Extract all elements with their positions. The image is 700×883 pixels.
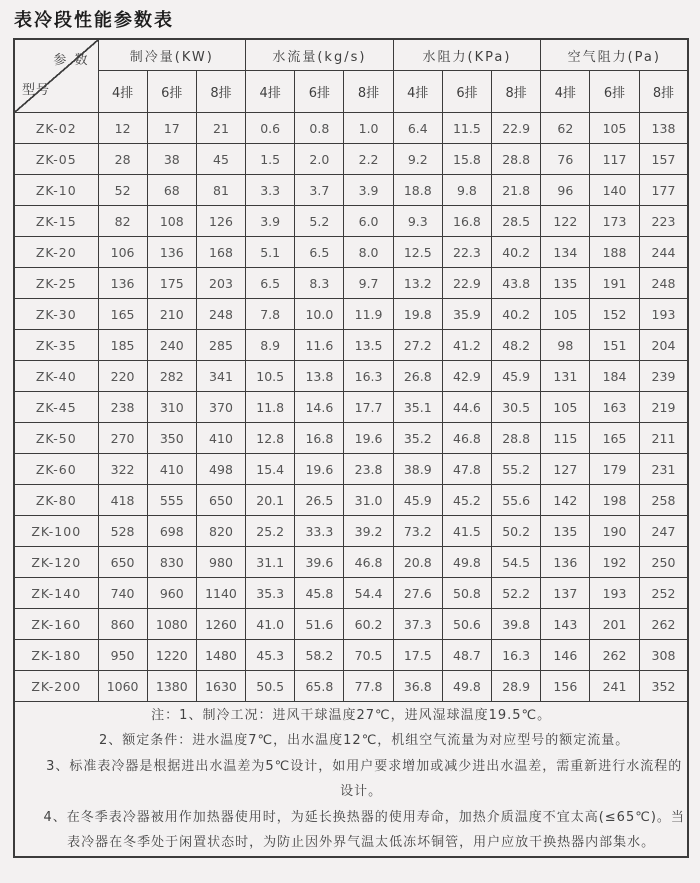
model-cell: ZK-160 bbox=[14, 609, 98, 640]
value-cell: 28.8 bbox=[492, 423, 541, 454]
value-cell: 262 bbox=[590, 640, 639, 671]
value-cell: 58.2 bbox=[295, 640, 344, 671]
model-cell: ZK-35 bbox=[14, 330, 98, 361]
value-cell: 137 bbox=[541, 578, 590, 609]
model-cell: ZK-10 bbox=[14, 175, 98, 206]
table-row bbox=[14, 268, 688, 299]
value-cell: 22.3 bbox=[442, 237, 491, 268]
value-cell: 50.5 bbox=[246, 671, 295, 702]
value-cell: 45.3 bbox=[246, 640, 295, 671]
model-cell: ZK-25 bbox=[14, 268, 98, 299]
value-cell: 418 bbox=[98, 485, 147, 516]
value-cell: 173 bbox=[590, 206, 639, 237]
value-cell: 960 bbox=[147, 578, 196, 609]
value-cell: 231 bbox=[639, 454, 688, 485]
value-cell: 285 bbox=[196, 330, 245, 361]
value-cell: 44.6 bbox=[442, 392, 491, 423]
value-cell: 115 bbox=[541, 423, 590, 454]
value-cell: 3.3 bbox=[246, 175, 295, 206]
value-cell: 25.2 bbox=[246, 516, 295, 547]
value-cell: 54.4 bbox=[344, 578, 393, 609]
value-cell: 980 bbox=[196, 547, 245, 578]
performance-table bbox=[13, 38, 689, 858]
value-cell: 248 bbox=[196, 299, 245, 330]
notes-section bbox=[14, 702, 688, 858]
value-cell: 16.3 bbox=[344, 361, 393, 392]
value-cell: 248 bbox=[639, 268, 688, 299]
value-cell: 105 bbox=[590, 113, 639, 144]
note-line: 3、标准表冷器是根据进出水温差为5℃设计，如用户要求增加或减少进出水温差，需重新进行水流程的 bbox=[46, 758, 683, 774]
model-cell: ZK-05 bbox=[14, 144, 98, 175]
value-cell: 1140 bbox=[196, 578, 245, 609]
value-cell: 52.2 bbox=[492, 578, 541, 609]
model-cell: ZK-100 bbox=[14, 516, 98, 547]
value-cell: 528 bbox=[98, 516, 147, 547]
value-cell: 50.2 bbox=[492, 516, 541, 547]
value-cell: 50.8 bbox=[442, 578, 491, 609]
value-cell: 16.8 bbox=[295, 423, 344, 454]
value-cell: 135 bbox=[541, 516, 590, 547]
table-row bbox=[14, 330, 688, 361]
table-row bbox=[14, 144, 688, 175]
value-cell: 31.0 bbox=[344, 485, 393, 516]
value-cell: 11.5 bbox=[442, 113, 491, 144]
value-cell: 21.8 bbox=[492, 175, 541, 206]
sub-header-cell: 4排 bbox=[98, 71, 147, 113]
value-cell: 184 bbox=[590, 361, 639, 392]
note-line: 设计。 bbox=[340, 784, 383, 799]
value-cell: 45.9 bbox=[492, 361, 541, 392]
value-cell: 1080 bbox=[147, 609, 196, 640]
value-cell: 258 bbox=[639, 485, 688, 516]
value-cell: 131 bbox=[541, 361, 590, 392]
value-cell: 341 bbox=[196, 361, 245, 392]
value-cell: 3.7 bbox=[295, 175, 344, 206]
value-cell: 33.3 bbox=[295, 516, 344, 547]
value-cell: 54.5 bbox=[492, 547, 541, 578]
value-cell: 49.8 bbox=[442, 547, 491, 578]
value-cell: 96 bbox=[541, 175, 590, 206]
value-cell: 1480 bbox=[196, 640, 245, 671]
sub-header-row bbox=[14, 71, 688, 113]
model-cell: ZK-30 bbox=[14, 299, 98, 330]
value-cell: 16.3 bbox=[492, 640, 541, 671]
value-cell: 48.7 bbox=[442, 640, 491, 671]
value-cell: 36.8 bbox=[393, 671, 442, 702]
value-cell: 37.3 bbox=[393, 609, 442, 640]
value-cell: 15.8 bbox=[442, 144, 491, 175]
value-cell: 0.6 bbox=[246, 113, 295, 144]
value-cell: 168 bbox=[196, 237, 245, 268]
table-row bbox=[14, 516, 688, 547]
value-cell: 43.8 bbox=[492, 268, 541, 299]
value-cell: 2.0 bbox=[295, 144, 344, 175]
value-cell: 28.9 bbox=[492, 671, 541, 702]
value-cell: 105 bbox=[541, 299, 590, 330]
value-cell: 136 bbox=[98, 268, 147, 299]
corner-bottom-label: 型号 bbox=[22, 83, 51, 98]
value-cell: 204 bbox=[639, 330, 688, 361]
value-cell: 3.9 bbox=[344, 175, 393, 206]
value-cell: 219 bbox=[639, 392, 688, 423]
value-cell: 40.2 bbox=[492, 299, 541, 330]
sub-header-cell: 4排 bbox=[541, 71, 590, 113]
value-cell: 2.2 bbox=[344, 144, 393, 175]
value-cell: 26.8 bbox=[393, 361, 442, 392]
value-cell: 9.3 bbox=[393, 206, 442, 237]
value-cell: 9.2 bbox=[393, 144, 442, 175]
sub-header-cell: 8排 bbox=[639, 71, 688, 113]
model-cell: ZK-60 bbox=[14, 454, 98, 485]
value-cell: 177 bbox=[639, 175, 688, 206]
corner-cell bbox=[14, 39, 98, 113]
table-row bbox=[14, 237, 688, 268]
value-cell: 81 bbox=[196, 175, 245, 206]
value-cell: 13.8 bbox=[295, 361, 344, 392]
value-cell: 151 bbox=[590, 330, 639, 361]
value-cell: 950 bbox=[98, 640, 147, 671]
value-cell: 52 bbox=[98, 175, 147, 206]
value-cell: 19.6 bbox=[295, 454, 344, 485]
value-cell: 28.5 bbox=[492, 206, 541, 237]
value-cell: 127 bbox=[541, 454, 590, 485]
note-line: 2、额定条件：进水温度7℃，出水温度12℃，机组空气流量为对应型号的额定流量。 bbox=[99, 733, 630, 748]
value-cell: 223 bbox=[639, 206, 688, 237]
value-cell: 555 bbox=[147, 485, 196, 516]
table-row bbox=[14, 671, 688, 702]
value-cell: 13.5 bbox=[344, 330, 393, 361]
value-cell: 185 bbox=[98, 330, 147, 361]
value-cell: 60.2 bbox=[344, 609, 393, 640]
value-cell: 210 bbox=[147, 299, 196, 330]
value-cell: 5.1 bbox=[246, 237, 295, 268]
value-cell: 370 bbox=[196, 392, 245, 423]
value-cell: 47.8 bbox=[442, 454, 491, 485]
table-header bbox=[14, 39, 688, 113]
value-cell: 191 bbox=[590, 268, 639, 299]
value-cell: 410 bbox=[196, 423, 245, 454]
value-cell: 830 bbox=[147, 547, 196, 578]
value-cell: 190 bbox=[590, 516, 639, 547]
value-cell: 15.4 bbox=[246, 454, 295, 485]
value-cell: 650 bbox=[98, 547, 147, 578]
page-title: 表冷段性能参数表 bbox=[14, 10, 174, 31]
value-cell: 157 bbox=[639, 144, 688, 175]
group-header-water-resistance: 水阻力(KPa) bbox=[393, 39, 541, 71]
table-row bbox=[14, 454, 688, 485]
value-cell: 193 bbox=[639, 299, 688, 330]
value-cell: 143 bbox=[541, 609, 590, 640]
value-cell: 50.6 bbox=[442, 609, 491, 640]
value-cell: 6.4 bbox=[393, 113, 442, 144]
value-cell: 20.8 bbox=[393, 547, 442, 578]
value-cell: 45.2 bbox=[442, 485, 491, 516]
value-cell: 1.5 bbox=[246, 144, 295, 175]
value-cell: 13.2 bbox=[393, 268, 442, 299]
table-row bbox=[14, 423, 688, 454]
value-cell: 135 bbox=[541, 268, 590, 299]
table-row bbox=[14, 175, 688, 206]
value-cell: 39.2 bbox=[344, 516, 393, 547]
value-cell: 7.8 bbox=[246, 299, 295, 330]
table-row bbox=[14, 361, 688, 392]
value-cell: 410 bbox=[147, 454, 196, 485]
note-line: 表冷器在冬季处于闲置状态时，为防止因外界气温太低冻坏铜管，用户应放干换热器内部集水。 bbox=[67, 835, 656, 850]
value-cell: 1.0 bbox=[344, 113, 393, 144]
value-cell: 106 bbox=[98, 237, 147, 268]
table-row bbox=[14, 485, 688, 516]
value-cell: 28.8 bbox=[492, 144, 541, 175]
table-row bbox=[14, 113, 688, 144]
value-cell: 820 bbox=[196, 516, 245, 547]
value-cell: 55.2 bbox=[492, 454, 541, 485]
value-cell: 108 bbox=[147, 206, 196, 237]
value-cell: 11.6 bbox=[295, 330, 344, 361]
value-cell: 6.0 bbox=[344, 206, 393, 237]
model-cell: ZK-140 bbox=[14, 578, 98, 609]
value-cell: 70.5 bbox=[344, 640, 393, 671]
value-cell: 11.9 bbox=[344, 299, 393, 330]
value-cell: 282 bbox=[147, 361, 196, 392]
value-cell: 3.9 bbox=[246, 206, 295, 237]
value-cell: 26.5 bbox=[295, 485, 344, 516]
value-cell: 239 bbox=[639, 361, 688, 392]
value-cell: 16.8 bbox=[442, 206, 491, 237]
value-cell: 308 bbox=[639, 640, 688, 671]
sub-header-cell: 6排 bbox=[590, 71, 639, 113]
value-cell: 17.5 bbox=[393, 640, 442, 671]
value-cell: 241 bbox=[590, 671, 639, 702]
value-cell: 35.3 bbox=[246, 578, 295, 609]
sub-header-cell: 8排 bbox=[492, 71, 541, 113]
value-cell: 140 bbox=[590, 175, 639, 206]
value-cell: 262 bbox=[639, 609, 688, 640]
table-body bbox=[14, 113, 688, 702]
value-cell: 179 bbox=[590, 454, 639, 485]
value-cell: 136 bbox=[541, 547, 590, 578]
value-cell: 62 bbox=[541, 113, 590, 144]
note-line: 注：1、制冷工况：进风干球温度27℃，进风湿球温度19.5℃。 bbox=[151, 707, 552, 723]
value-cell: 0.8 bbox=[295, 113, 344, 144]
table-row bbox=[14, 206, 688, 237]
value-cell: 250 bbox=[639, 547, 688, 578]
value-cell: 65.8 bbox=[295, 671, 344, 702]
value-cell: 35.9 bbox=[442, 299, 491, 330]
value-cell: 9.8 bbox=[442, 175, 491, 206]
table-row bbox=[14, 299, 688, 330]
value-cell: 46.8 bbox=[344, 547, 393, 578]
value-cell: 352 bbox=[639, 671, 688, 702]
value-cell: 45.9 bbox=[393, 485, 442, 516]
value-cell: 136 bbox=[147, 237, 196, 268]
value-cell: 142 bbox=[541, 485, 590, 516]
model-cell: ZK-02 bbox=[14, 113, 98, 144]
value-cell: 247 bbox=[639, 516, 688, 547]
value-cell: 8.9 bbox=[246, 330, 295, 361]
value-cell: 46.8 bbox=[442, 423, 491, 454]
value-cell: 6.5 bbox=[295, 237, 344, 268]
group-header-cooling-capacity: 制冷量(KW) bbox=[98, 39, 246, 71]
model-cell: ZK-50 bbox=[14, 423, 98, 454]
sub-header-cell: 6排 bbox=[147, 71, 196, 113]
value-cell: 10.0 bbox=[295, 299, 344, 330]
value-cell: 31.1 bbox=[246, 547, 295, 578]
value-cell: 42.9 bbox=[442, 361, 491, 392]
model-cell: ZK-40 bbox=[14, 361, 98, 392]
table-row bbox=[14, 640, 688, 671]
value-cell: 73.2 bbox=[393, 516, 442, 547]
value-cell: 23.8 bbox=[344, 454, 393, 485]
value-cell: 192 bbox=[590, 547, 639, 578]
value-cell: 1630 bbox=[196, 671, 245, 702]
value-cell: 270 bbox=[98, 423, 147, 454]
value-cell: 77.8 bbox=[344, 671, 393, 702]
model-cell: ZK-45 bbox=[14, 392, 98, 423]
value-cell: 860 bbox=[98, 609, 147, 640]
value-cell: 163 bbox=[590, 392, 639, 423]
value-cell: 201 bbox=[590, 609, 639, 640]
group-header-water-flow: 水流量(kg/s) bbox=[246, 39, 394, 71]
value-cell: 41.0 bbox=[246, 609, 295, 640]
value-cell: 350 bbox=[147, 423, 196, 454]
value-cell: 82 bbox=[98, 206, 147, 237]
value-cell: 12 bbox=[98, 113, 147, 144]
value-cell: 39.6 bbox=[295, 547, 344, 578]
value-cell: 122 bbox=[541, 206, 590, 237]
value-cell: 27.2 bbox=[393, 330, 442, 361]
table-row bbox=[14, 609, 688, 640]
table-row bbox=[14, 547, 688, 578]
model-cell: ZK-200 bbox=[14, 671, 98, 702]
value-cell: 175 bbox=[147, 268, 196, 299]
sub-header-cell: 4排 bbox=[393, 71, 442, 113]
sub-header-cell: 6排 bbox=[295, 71, 344, 113]
value-cell: 22.9 bbox=[492, 113, 541, 144]
value-cell: 55.6 bbox=[492, 485, 541, 516]
value-cell: 105 bbox=[541, 392, 590, 423]
value-cell: 27.6 bbox=[393, 578, 442, 609]
value-cell: 165 bbox=[590, 423, 639, 454]
value-cell: 12.5 bbox=[393, 237, 442, 268]
value-cell: 17.7 bbox=[344, 392, 393, 423]
value-cell: 146 bbox=[541, 640, 590, 671]
value-cell: 1220 bbox=[147, 640, 196, 671]
value-cell: 134 bbox=[541, 237, 590, 268]
value-cell: 698 bbox=[147, 516, 196, 547]
value-cell: 203 bbox=[196, 268, 245, 299]
sub-header-cell: 8排 bbox=[344, 71, 393, 113]
sub-header-cell: 4排 bbox=[246, 71, 295, 113]
value-cell: 28 bbox=[98, 144, 147, 175]
value-cell: 1380 bbox=[147, 671, 196, 702]
model-cell: ZK-15 bbox=[14, 206, 98, 237]
value-cell: 238 bbox=[98, 392, 147, 423]
value-cell: 38.9 bbox=[393, 454, 442, 485]
value-cell: 252 bbox=[639, 578, 688, 609]
value-cell: 244 bbox=[639, 237, 688, 268]
sub-header-cell: 8排 bbox=[196, 71, 245, 113]
value-cell: 126 bbox=[196, 206, 245, 237]
value-cell: 193 bbox=[590, 578, 639, 609]
value-cell: 48.2 bbox=[492, 330, 541, 361]
value-cell: 152 bbox=[590, 299, 639, 330]
sub-header-cell: 6排 bbox=[442, 71, 491, 113]
value-cell: 49.8 bbox=[442, 671, 491, 702]
value-cell: 8.3 bbox=[295, 268, 344, 299]
value-cell: 19.8 bbox=[393, 299, 442, 330]
value-cell: 740 bbox=[98, 578, 147, 609]
value-cell: 98 bbox=[541, 330, 590, 361]
corner-top-label: 参 数 bbox=[53, 53, 90, 68]
value-cell: 51.6 bbox=[295, 609, 344, 640]
group-header-air-resistance: 空气阻力(Pa) bbox=[541, 39, 689, 71]
value-cell: 10.5 bbox=[246, 361, 295, 392]
value-cell: 9.7 bbox=[344, 268, 393, 299]
value-cell: 68 bbox=[147, 175, 196, 206]
model-cell: ZK-80 bbox=[14, 485, 98, 516]
value-cell: 35.1 bbox=[393, 392, 442, 423]
value-cell: 156 bbox=[541, 671, 590, 702]
value-cell: 14.6 bbox=[295, 392, 344, 423]
value-cell: 19.6 bbox=[344, 423, 393, 454]
value-cell: 322 bbox=[98, 454, 147, 485]
value-cell: 21 bbox=[196, 113, 245, 144]
note-line: 4、在冬季表冷器被用作加热器使用时，为延长换热器的使用寿命，加热介质温度不宜太高(≤65℃)。当 bbox=[43, 809, 685, 825]
value-cell: 1260 bbox=[196, 609, 245, 640]
value-cell: 12.8 bbox=[246, 423, 295, 454]
value-cell: 76 bbox=[541, 144, 590, 175]
value-cell: 165 bbox=[98, 299, 147, 330]
value-cell: 138 bbox=[639, 113, 688, 144]
value-cell: 220 bbox=[98, 361, 147, 392]
value-cell: 20.1 bbox=[246, 485, 295, 516]
value-cell: 8.0 bbox=[344, 237, 393, 268]
value-cell: 30.5 bbox=[492, 392, 541, 423]
value-cell: 17 bbox=[147, 113, 196, 144]
model-cell: ZK-120 bbox=[14, 547, 98, 578]
notes-cell bbox=[14, 702, 688, 858]
value-cell: 41.2 bbox=[442, 330, 491, 361]
value-cell: 40.2 bbox=[492, 237, 541, 268]
value-cell: 45.8 bbox=[295, 578, 344, 609]
value-cell: 650 bbox=[196, 485, 245, 516]
value-cell: 41.5 bbox=[442, 516, 491, 547]
value-cell: 22.9 bbox=[442, 268, 491, 299]
value-cell: 11.8 bbox=[246, 392, 295, 423]
value-cell: 198 bbox=[590, 485, 639, 516]
value-cell: 18.8 bbox=[393, 175, 442, 206]
value-cell: 1060 bbox=[98, 671, 147, 702]
value-cell: 188 bbox=[590, 237, 639, 268]
value-cell: 117 bbox=[590, 144, 639, 175]
value-cell: 35.2 bbox=[393, 423, 442, 454]
value-cell: 240 bbox=[147, 330, 196, 361]
model-cell: ZK-20 bbox=[14, 237, 98, 268]
value-cell: 6.5 bbox=[246, 268, 295, 299]
table-row bbox=[14, 392, 688, 423]
model-cell: ZK-180 bbox=[14, 640, 98, 671]
value-cell: 38 bbox=[147, 144, 196, 175]
value-cell: 310 bbox=[147, 392, 196, 423]
value-cell: 498 bbox=[196, 454, 245, 485]
table-row bbox=[14, 578, 688, 609]
value-cell: 45 bbox=[196, 144, 245, 175]
value-cell: 39.8 bbox=[492, 609, 541, 640]
value-cell: 211 bbox=[639, 423, 688, 454]
value-cell: 5.2 bbox=[295, 206, 344, 237]
